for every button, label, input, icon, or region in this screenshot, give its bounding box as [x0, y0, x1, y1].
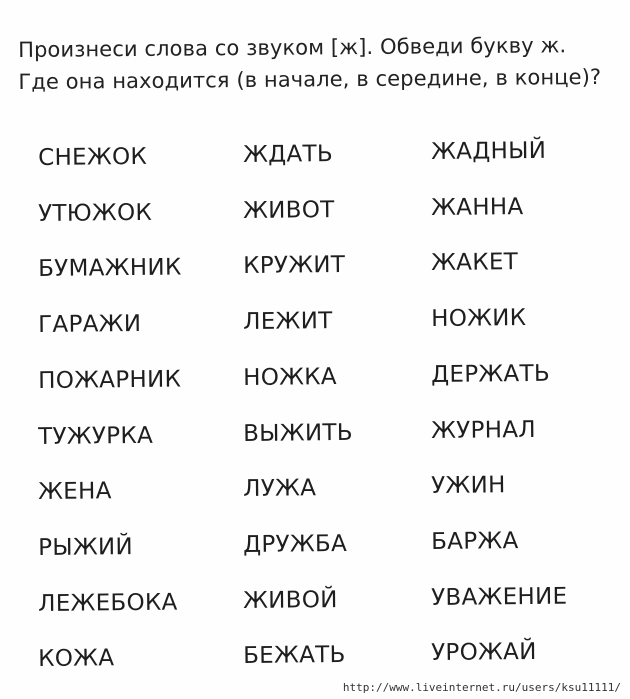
word-col3-row5: ДЕРЖАТЬ	[431, 360, 551, 388]
word-col1-row6: ТУЖУРКА	[38, 422, 154, 450]
word-col1-row7: ЖЕНА	[38, 478, 112, 506]
word-col1-row1: СНЕЖОК	[38, 143, 148, 171]
task-instruction: Произнеси слова со звуком [ж]. Обведи букву ж. Где она находится (в начале, в середине, в конце)?	[18, 33, 602, 94]
word-col1-row9: ЛЕЖЕБОКА	[38, 589, 178, 617]
word-col2-row4: ЛЕЖИТ	[243, 308, 333, 336]
word-col3-row3: ЖАКЕТ	[431, 249, 519, 277]
word-col3-row4: НОЖИК	[431, 305, 527, 333]
word-col3-row10: УРОЖАЙ	[431, 639, 537, 667]
word-col2-row8: ДРУЖБА	[243, 530, 348, 558]
word-col1-row8: РЫЖИЙ	[38, 533, 134, 561]
word-col2-row1: ЖДАТЬ	[243, 141, 334, 168]
word-col3-row6: ЖУРНАЛ	[431, 416, 537, 444]
word-col1-row5: ПОЖАРНИК	[38, 366, 182, 394]
word-col2-row7: ЛУЖА	[243, 475, 317, 503]
word-col1-row4: ГАРАЖИ	[38, 311, 142, 339]
word-col1-row10: КОЖА	[38, 645, 115, 673]
word-col3-row2: ЖАННА	[431, 193, 524, 221]
word-col3-row9: УВАЖЕНИЕ	[431, 583, 568, 611]
word-col1-row3: БУМАЖНИК	[38, 254, 182, 283]
word-col2-row6: ВЫЖИТЬ	[243, 419, 353, 447]
source-watermark: http://www.liveinternet.ru/users/ksu11111/	[340, 680, 624, 695]
word-col3-row8: БАРЖА	[431, 527, 519, 555]
word-col2-row5: НОЖКА	[243, 363, 338, 391]
word-col2-row3: КРУЖИТ	[243, 252, 346, 280]
word-col3-row1: ЖАДНЫЙ	[431, 137, 547, 165]
word-col2-row2: ЖИВОТ	[243, 196, 335, 224]
word-col3-row7: УЖИН	[431, 472, 506, 500]
word-col2-row9: ЖИВОЙ	[243, 586, 338, 614]
word-col1-row2: УТЮЖОК	[38, 199, 153, 227]
word-col2-row10: БЕЖАТЬ	[243, 642, 346, 670]
